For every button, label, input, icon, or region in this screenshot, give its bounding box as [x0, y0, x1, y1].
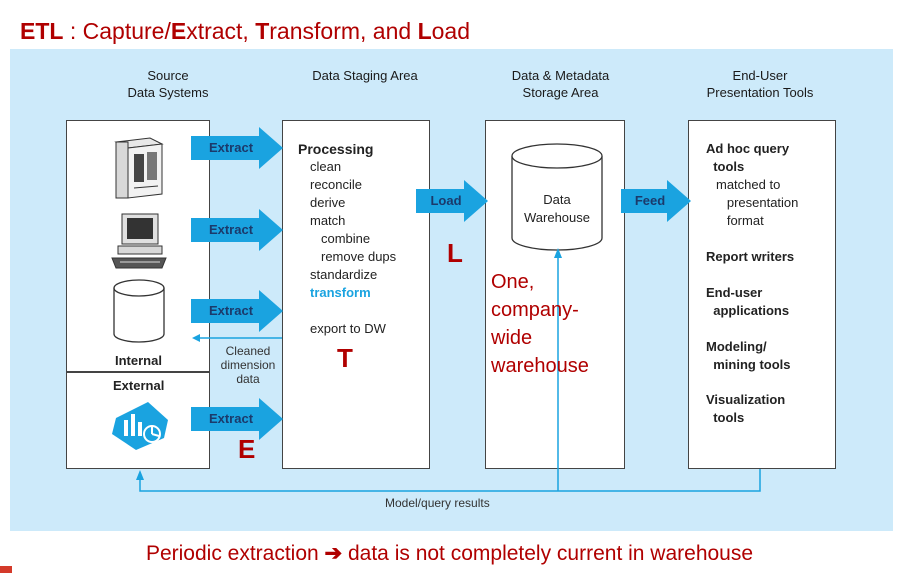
- step-export: export to DW: [310, 321, 386, 336]
- heading-staging: Data Staging Area: [312, 68, 418, 83]
- footer-left: Periodic extraction: [145, 542, 325, 565]
- heading-storage: Data & Metadata Storage Area: [511, 68, 610, 100]
- title-e: E: [170, 18, 187, 44]
- extract-label: Extract: [208, 303, 254, 318]
- cleaned-dimension-label: Cleaned dimension data: [220, 344, 276, 386]
- letter-l: L: [447, 238, 463, 268]
- tool-adhoc: Ad hoc query tools: [706, 141, 790, 174]
- tool-report: Report writers: [706, 249, 795, 264]
- footer-statement: [0, 541, 899, 566]
- title-l: L: [417, 18, 432, 44]
- substep-remove-dups: remove dups: [321, 249, 397, 264]
- tool-adhoc-sub: matched to presentation format: [716, 177, 799, 228]
- heading-presentation: End-User Presentation Tools: [706, 68, 814, 100]
- title-part: ransform, and: [269, 18, 418, 44]
- feed-label: Feed: [634, 193, 666, 208]
- model-query-label: Model/query results: [385, 496, 490, 510]
- step-derive: derive: [310, 195, 346, 210]
- right-arrow-icon: ➔: [324, 542, 343, 565]
- internal-label: Internal: [115, 353, 162, 368]
- step-standardize: standardize: [310, 267, 378, 282]
- logo-icon: [0, 566, 12, 573]
- title-etl: ETL: [20, 18, 64, 44]
- tool-enduser: End-user applications: [706, 285, 790, 318]
- extract-label: Extract: [208, 140, 254, 155]
- tool-modeling: Modeling/ mining tools: [706, 339, 791, 372]
- step-clean: clean: [310, 159, 342, 174]
- title-part: xtract,: [186, 18, 256, 44]
- step-transform: transform: [310, 285, 371, 300]
- title-t: T: [255, 18, 270, 44]
- letter-e: E: [238, 434, 256, 464]
- step-match: match: [310, 213, 346, 228]
- footer-right: data is not completely current in warehouse: [342, 542, 754, 565]
- external-label: External: [113, 378, 165, 393]
- title-part: oad: [431, 18, 470, 44]
- tool-visual: Visualization tools: [706, 392, 786, 425]
- load-label: Load: [430, 193, 462, 208]
- warehouse-label: Data Warehouse: [524, 192, 590, 225]
- heading-source: Source Data Systems: [127, 68, 209, 100]
- extract-label: Extract: [208, 411, 254, 426]
- substep-combine: combine: [321, 231, 371, 246]
- extract-label: Extract: [208, 222, 254, 237]
- processing-heading: Processing: [298, 141, 374, 157]
- step-reconcile: reconcile: [310, 177, 363, 192]
- warehouse-note: One, company- wide warehouse: [491, 271, 589, 377]
- letter-t: T: [337, 343, 353, 373]
- title-part: : Capture/: [63, 18, 171, 44]
